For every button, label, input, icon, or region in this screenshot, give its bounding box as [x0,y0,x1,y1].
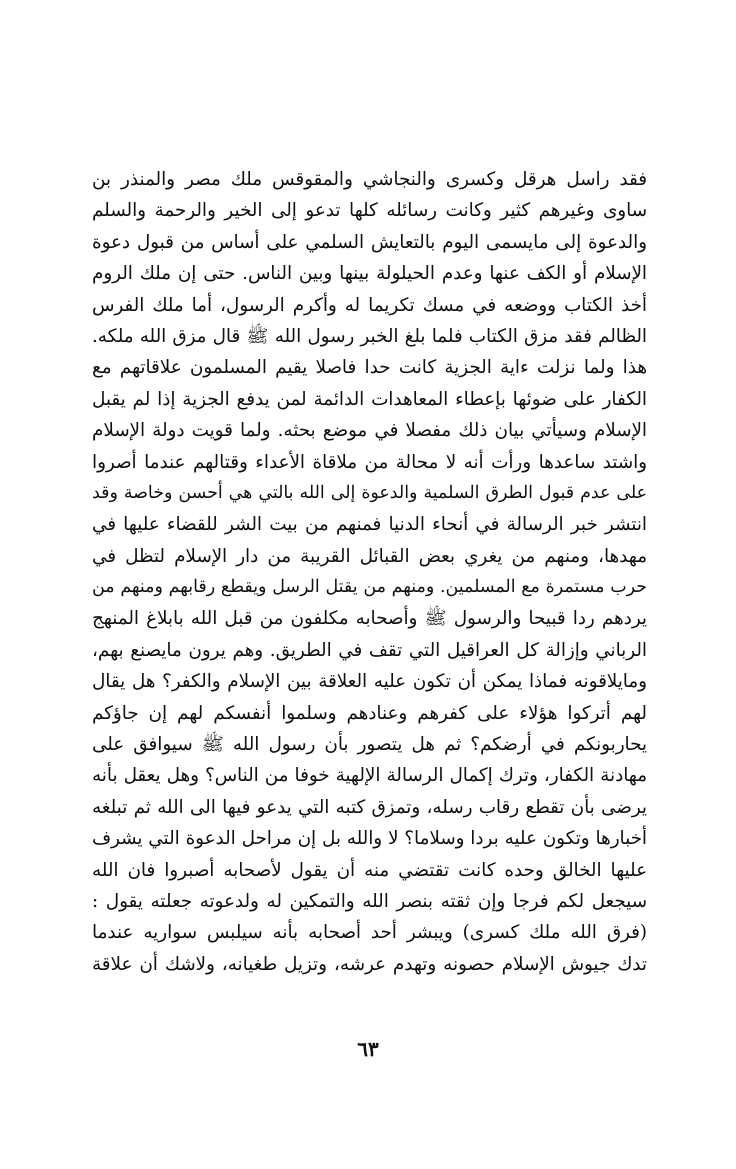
text-line: أخبارها وتكون عليه بردا وسلاما؟ لا والله بل إن مراحل الدعوة التي يشرف [92,828,647,850]
text-line: سيجعل لكم فرجا وإن ثقته بنصر الله والتمكين له ولدعوته جعلته يقول : [92,890,647,912]
text-line: على عدم قبول الطرق السلمية والدعوة إلى الله بالتي هي أحسن وخاصة وقد [92,482,647,503]
text-line: الرباني وإزالة كل العراقيل التي تقف في الطريق. وهم يرون مايصنع بهم، [92,639,647,661]
text-line: الكفار على ضوئها بإعطاء المعاهدات الدائمة لمن يدفع الجزية إذا لم يقبل [92,388,647,410]
text-line: (فرق الله ملك كسرى) ويبشر أحد أصحابه بأنه سيلبس سواريه عندما [92,922,647,944]
text-line: مهادنة الكفار، وترك إكمال الرسالة الإلهية خوفا من الناس؟ وهل يعقل بأنه [92,765,647,787]
text-line: عليها الخالق وحده كانت تقتضي منه أن يقول لأصحابه أصبروا فان الله [92,859,647,881]
text-line: واشتد ساعدها ورأت أنه لا محالة من ملاقاة الأعداء وقتالهم عندما أصروا [92,451,647,473]
text-line: ومايلاقونه فماذا يمكن أن تكون عليه العلاقة بين الإسلام والكفر؟ هل يقال [92,671,647,693]
text-line: انتشر خبر الرسالة في أنحاء الدنيا فمنهم من بيت الشر للقضاء عليها في [92,514,647,536]
text-line: والدعوة إلى مايسمى اليوم بالتعايش السلمي على أساس من قبول دعوة [92,231,647,253]
text-line: لهم أتركوا هؤلاء على كفرهم وعنادهم وسلموا أنفسكم لهم إن جاؤكم [92,702,647,724]
text-line: يحاربونكم في أرضكم؟ ثم هل يتصور بأن رسول الله ﷺ سيوافق على [92,734,647,756]
text-line: تدك جيوش الإسلام حصونه وتهدم عرشه، وتزيل طغيانه، ولاشك أن علاقة [92,953,647,975]
text-line: مهدها، ومنهم من يغري بعض القبائل القريبة من دار الإسلام لتظل في [92,545,647,567]
text-line: يردهم ردا قبيحا والرسول ﷺ وأصحابه مكلفون من قبل الله بابلاغ المنهج [92,608,647,630]
page-number: ٦٣ [357,1037,379,1061]
text-line: هذا ولما نزلت ءاية الجزية كانت حدا فاصلا يقيم المسلمون علاقاتهم مع [92,357,647,379]
body-text [92,164,647,980]
text-line: ساوى وغيرهم كثير وكانت رسائله كلها تدعو إلى الخير والرحمة والسلم [92,200,647,222]
text-line: الإسلام أو الكف عنها وعدم الحيلولة بينها وبين الناس. حتى إن ملك الروم [92,263,647,285]
text-line: الإسلام وسيأتي بيان ذلك مفصلا في موضع بحثه. ولما قويت دولة الإسلام [92,420,647,442]
text-line: حرب مستمرة مع المسلمين. ومنهم من يقتل الرسل ويقطع رقابهم ومنهم من [92,577,647,598]
text-line: الظالم فقد مزق الكتاب فلما بلغ الخبر رسول الله ﷺ قال مزق الله ملكه. [92,325,647,347]
text-line: أخذ الكتاب ووضعه في مسك تكريما له وأكرم الرسول، أما ملك الفرس [92,294,647,316]
text-line: يرضى بأن تقطع رقاب رسله، وتمزق كتبه التي يدعو فيها الى الله ثم تبلغه [92,796,647,818]
text-line: فقد راسل هرقل وكسرى والنجاشي والمقوقس ملك مصر والمنذر بن [92,169,647,190]
